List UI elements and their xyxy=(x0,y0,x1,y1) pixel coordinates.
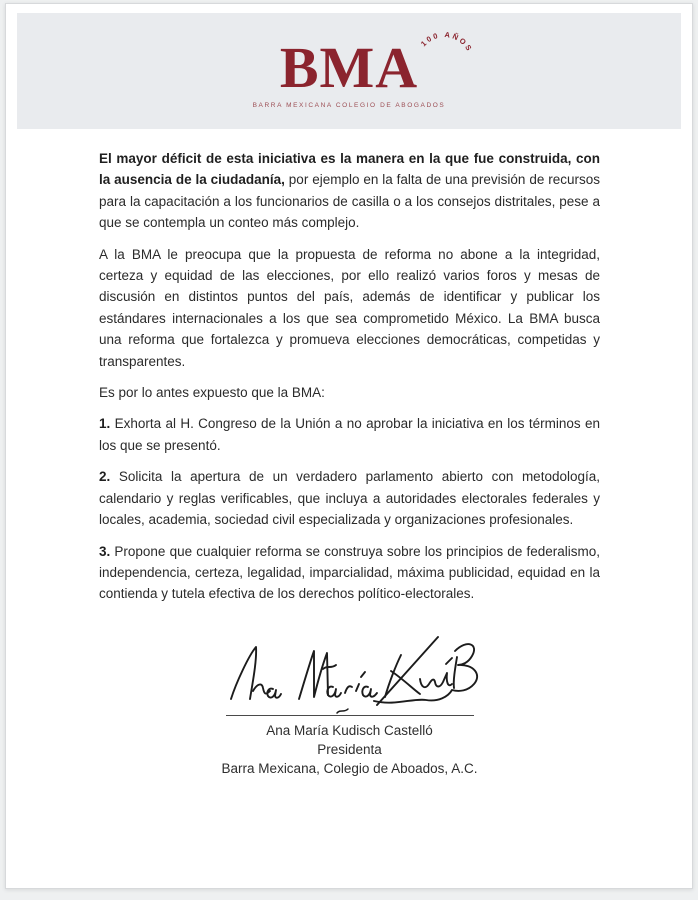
item-2-number: 2. xyxy=(99,469,111,485)
numbered-item-2 xyxy=(99,466,600,530)
letter-body xyxy=(6,129,692,778)
logo-monogram: BMA xyxy=(279,35,419,100)
signature-block xyxy=(99,631,600,778)
paragraph-1-bold-lead: El mayor déficit de esta iniciativa es la manera en la que fue construida, con la ausencia de la ciudadanía, xyxy=(99,151,600,188)
svg-text:100 AÑOS xyxy=(419,30,475,54)
logo-100-anos-arc-icon xyxy=(419,17,477,75)
item-1-text: Exhorta al H. Congreso de la Unión a no aprobar la iniciativa en los términos en los que se presentó. xyxy=(99,416,600,453)
numbered-item-1 xyxy=(99,413,600,456)
bma-logo xyxy=(252,29,475,109)
item-1-number: 1. xyxy=(99,416,111,432)
logo-subtitle: BARRA MEXICANA COLEGIO DE ABOGADOS xyxy=(252,102,446,109)
numbered-item-3 xyxy=(99,541,600,605)
letterhead-band xyxy=(17,13,681,129)
paragraph-1 xyxy=(99,148,600,234)
item-3-text: Propone que cualquier reforma se construya sobre los principios de federalismo, independencia, certeza, legalidad, imparcialidad, máxima publicidad, equidad en la contienda y tutela efectiva de los derechos político-electorales. xyxy=(99,543,600,602)
paragraph-3-intro: Es por lo antes expuesto que la BMA: xyxy=(99,385,325,401)
signature-rule xyxy=(226,715,474,716)
document-page xyxy=(5,3,693,889)
logo-arc-text: 100 AÑOS xyxy=(419,29,475,55)
handwritten-signature-icon xyxy=(219,631,481,717)
paragraph-2: A la BMA le preocupa que la propuesta de reforma no abone a la integridad, certeza y equidad de las elecciones, por ello realizó varios foros y mesas de discusión en distintos puntos del país, además de identificar y publicar los estándares internacionales a los que sea comprometido México. La BMA busca una reforma que fortalezca y promueva elecciones democráticas, competidas y transparentes. xyxy=(99,246,600,369)
signatory-title: Presidenta xyxy=(317,741,382,757)
signatory-name: Ana María Kudisch Castelló xyxy=(266,722,433,738)
signatory-organization: Barra Mexicana, Colegio de Aboados, A.C. xyxy=(221,760,478,776)
item-3-number: 3. xyxy=(99,543,111,559)
item-2-text: Solicita la apertura de un verdadero parlamento abierto con metodología, calendario y reglas verificables, que incluya a autoridades electorales federales y locales, academia, sociedad civil especializada y organizaciones profesionales. xyxy=(99,469,600,528)
paragraph-1-rest: por ejemplo en la falta de una previsión de recursos para la capacitación a los funcionarios de casilla o a los consejos distritales, pese a que se contempla un conteo más complejo. xyxy=(99,172,600,231)
